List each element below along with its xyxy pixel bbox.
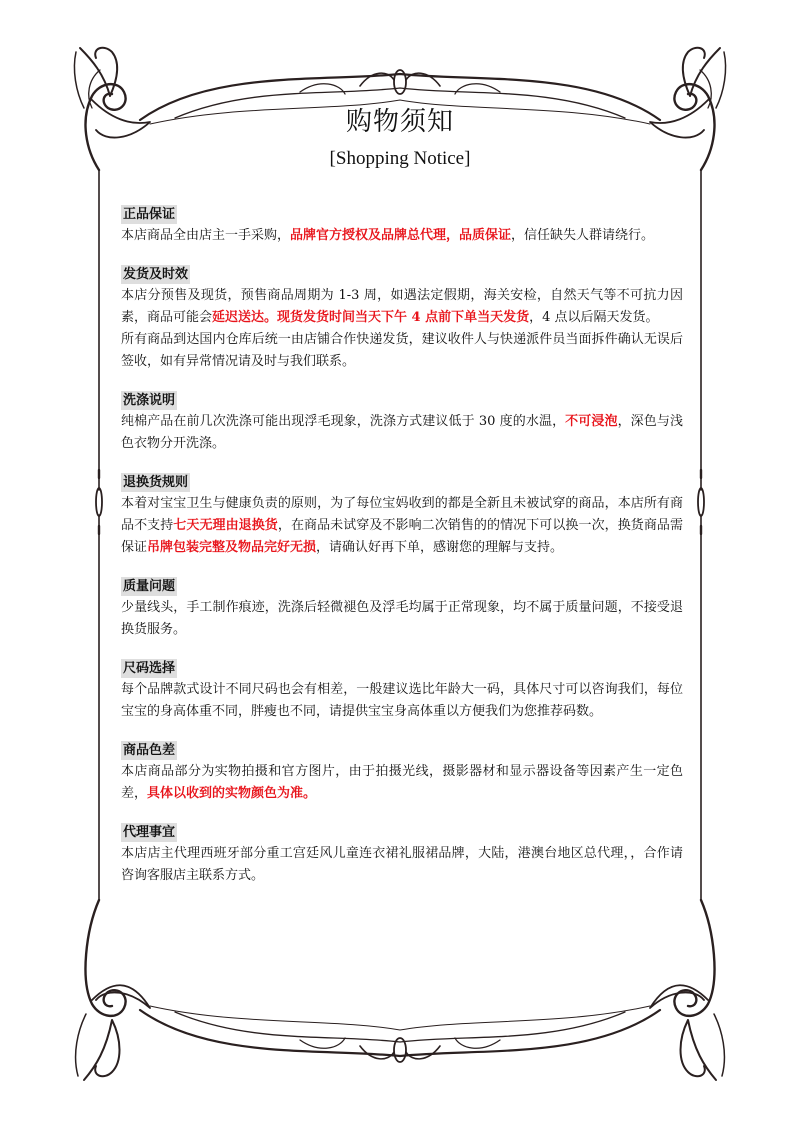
notice-content [121, 203, 683, 903]
emphasis-text: 不可浸泡 [565, 414, 618, 429]
emphasis-text: 吊牌包装完整及物品完好无损 [147, 540, 317, 555]
emphasis-text: 品牌官方授权及品牌总代理，品质保证 [290, 228, 512, 243]
body-text: 本店商品部分为实物拍摄和官方图片，由于拍摄光线，摄影器材和显示器设备等因素产生一定色差， [121, 764, 683, 801]
notice-section [121, 389, 683, 455]
section-paragraph [121, 679, 683, 723]
page-subtitle: [Shopping Notice] [329, 148, 471, 169]
section-heading: 退换货规则 [123, 475, 189, 490]
notice-section [121, 471, 683, 559]
emphasis-text: 具体以收到的实物颜色为准。 [147, 786, 317, 801]
body-text: ，4 点以后隔天发货。 [529, 310, 659, 325]
section-paragraph [121, 329, 683, 373]
section-paragraph [121, 411, 683, 455]
emphasis-text: 延迟送达。现货发货时间当天下午 4 点前下单当天发货 [212, 310, 530, 325]
body-text: 本着对宝宝卫生与健康负责的原则，为了每位宝妈收到的都是全新且未被试穿的商品，本店所有商品不支持 [121, 496, 683, 533]
section-heading: 尺码选择 [123, 661, 176, 676]
notice-section [121, 821, 683, 887]
section-paragraph [121, 761, 683, 805]
notice-section [121, 739, 683, 805]
notice-section [121, 203, 683, 247]
notice-section [121, 657, 683, 723]
body-text: 本店分预售及现货，预售商品周期为 1-3 周，如遇法定假期，海关安检，自然天气等不可抗力因素，商品可能会 [121, 288, 683, 325]
section-paragraph [121, 493, 683, 559]
emphasis-text: 七天无理由退换货 [173, 518, 278, 533]
body-text: 少量线头，手工制作痕迹，洗涤后轻微褪色及浮毛均属于正常现象，均不属于质量问题，不接受退换货服务。 [121, 600, 683, 637]
notice-section [121, 263, 683, 373]
body-text: 每个品牌款式设计不同尺码也会有相差，一般建议选比年龄大一码，具体尺寸可以咨询我们，每位宝宝的身高体重不同，胖瘦也不同，请提供宝宝身高体重以方便我们为您推荐码数。 [121, 682, 683, 719]
section-heading: 发货及时效 [123, 267, 189, 282]
body-text: ，信任缺失人群请绕行。 [511, 228, 655, 243]
section-heading: 商品色差 [123, 743, 176, 758]
body-text: 本店店主代理西班牙部分重工宫廷风儿童连衣裙礼服裙品牌，大陆，港澳台地区总代理，，合作请咨询客服店主联系方式。 [121, 846, 683, 883]
body-text: 所有商品到达国内仓库后统一由店铺合作快递发货，建议收件人与快递派件员当面拆件确认无误后签收，如有异常情况请及时与我们联系。 [121, 332, 683, 369]
body-text: ，在商品未试穿及不影响二次销售的的情况下可以换一次，换货商品需保证 [121, 518, 683, 555]
section-paragraph [121, 597, 683, 641]
section-paragraph [121, 285, 683, 329]
page-title: 购物须知 [345, 107, 454, 137]
section-heading: 代理事宜 [123, 825, 176, 840]
section-heading: 质量问题 [123, 579, 176, 594]
body-text: 纯棉产品在前几次洗涤可能出现浮毛现象，洗涤方式建议低于 30 度的水温， [121, 414, 566, 429]
section-paragraph [121, 225, 683, 247]
body-text: ，请确认好再下单，感谢您的理解与支持。 [316, 540, 564, 555]
body-text: 本店商品全由店主一手采购， [121, 228, 291, 243]
section-heading: 正品保证 [123, 207, 176, 222]
section-paragraph [121, 843, 683, 887]
section-heading: 洗涤说明 [123, 393, 176, 408]
body-text: ，深色与浅色衣物分开洗涤。 [121, 414, 683, 451]
notice-section [121, 575, 683, 641]
